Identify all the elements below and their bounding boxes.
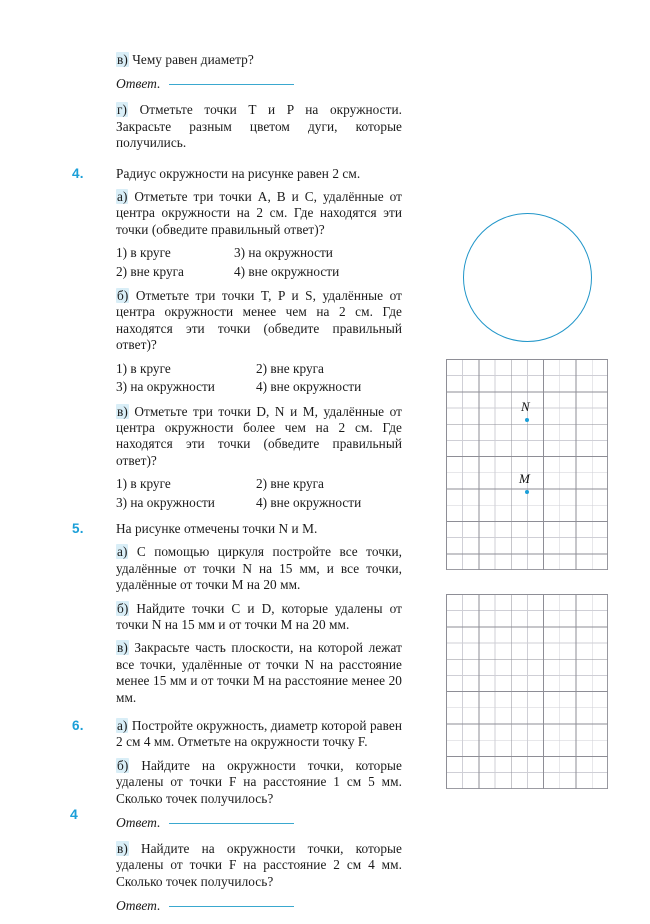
intro-item-v (116, 52, 402, 68)
task-body (116, 718, 402, 914)
task-lead: Радиус окружности на рисунке равен 2 см. (116, 165, 361, 181)
item-text: Отметьте три точки T, P и S, удалённые от центра окружности менее чем на 2 см. Где находятся эти точки (обведите правильный ответ)? (116, 288, 402, 353)
circle-outline (463, 213, 592, 342)
task4-options-v (116, 476, 402, 511)
item-marker: б) (117, 600, 129, 616)
item-text: Найдите на окружности точки, которые удалены от точки F на расстояние 1 см 5 мм. Сколько точек получилось? (116, 757, 402, 806)
item-marker: а) (117, 544, 128, 560)
task6-part-v (116, 841, 402, 890)
task-5 (72, 521, 402, 706)
task-number: 5. (72, 520, 84, 536)
figure-circle (463, 213, 592, 342)
option[interactable]: 2) вне круга (256, 476, 324, 492)
item-marker: а) (117, 718, 128, 733)
item-text: Отметьте три точки D, N и M, удалённые от центра окружности более чем на 2 см. Где находятся эти точки (обведите правильный ответ)? (116, 403, 403, 468)
task4-options-a (116, 245, 402, 280)
answer-write-line[interactable] (169, 823, 294, 824)
answer-write-line[interactable] (169, 84, 294, 85)
item-marker: в) (117, 403, 128, 419)
task6-part-b (116, 758, 402, 807)
item-text: Чему равен диаметр? (132, 52, 254, 67)
point-N-dot (525, 418, 529, 422)
task4-options-b (116, 361, 402, 396)
item-text: Найдите на окружности точки, которые удалены от точки F на расстояние 2 см 4 мм. Сколько точек получилось? (116, 841, 402, 889)
item-marker: в) (117, 841, 128, 857)
task-body (116, 521, 402, 706)
option[interactable]: 3) на окружности (116, 379, 215, 395)
option[interactable]: 4) вне окружности (256, 494, 362, 510)
task-4 (72, 166, 402, 511)
item-text: С помощью циркуля постройте все точки, удалённые от точки N на 15 мм, и все точки, удалённые от точки M на 20 мм. (116, 544, 402, 593)
answer-write-line[interactable] (169, 906, 294, 907)
task4-part-b (116, 288, 402, 354)
option[interactable]: 3) на окружности (234, 245, 333, 261)
item-text: Постройте окружность, диаметр которой равен 2 см 4 мм. Отметьте на окружности точку F. (116, 718, 402, 750)
answer-label: Ответ. (116, 76, 161, 92)
answer-row-6v (116, 898, 402, 914)
answer-row-6b (116, 815, 402, 831)
item-marker: б) (117, 288, 129, 304)
option[interactable]: 1) в круге (116, 476, 171, 492)
task6-part-a (116, 718, 402, 751)
option[interactable]: 1) в круге (116, 245, 171, 261)
item-text: Отметьте три точки A, B и C, удалённые от центра окружности на 2 см. Где находятся эти точки (обведите правильный ответ)? (116, 189, 402, 237)
task-lead: На рисунке отмечены точки N и M. (116, 520, 318, 536)
figure-graph-paper-blank (446, 594, 608, 789)
option[interactable]: 3) на окружности (116, 494, 215, 510)
figure-graph-paper-nm (446, 359, 608, 570)
point-M-dot (525, 490, 529, 494)
answer-label: Ответ. (116, 815, 161, 831)
text-column (72, 52, 402, 924)
task-number: 6. (72, 718, 84, 733)
task5-part-a (116, 544, 402, 593)
point-N-label: N (521, 399, 530, 414)
item-text: Закрасьте часть плоскости, на которой лежат все точки, удалённые от точки N на расстояние менее 15 мм и от точки M на расстояние менее 20 мм. (116, 640, 402, 705)
option[interactable]: 2) вне круга (256, 360, 324, 376)
task5-part-v (116, 640, 402, 706)
option[interactable]: 4) вне окружности (234, 263, 340, 279)
page-number: 4 (70, 806, 78, 822)
task-body (116, 166, 402, 511)
intro-item-g (116, 102, 402, 151)
task4-part-a (116, 189, 402, 238)
option[interactable]: 4) вне окружности (256, 379, 362, 395)
answer-label: Ответ. (116, 898, 161, 914)
task4-part-v (116, 404, 402, 470)
task-6 (72, 718, 402, 914)
item-text: Найдите точки C и D, которые удалены от точки N на 15 мм и от точки M на 20 мм. (116, 600, 403, 632)
option[interactable]: 1) в круге (116, 360, 171, 376)
item-marker: г) (117, 102, 127, 118)
task5-part-b (116, 601, 402, 634)
item-marker: а) (117, 189, 128, 205)
option[interactable]: 2) вне круга (116, 263, 184, 279)
task-number: 4. (72, 165, 84, 181)
point-M-label: M (519, 471, 530, 486)
answer-row-intro (116, 76, 402, 92)
item-marker: б) (117, 757, 129, 773)
item-text: Отметьте точки T и P на окружности. Закрасьте разным цветом дуги, которые получились. (116, 102, 402, 151)
item-marker: в) (117, 52, 128, 67)
intro-block (116, 52, 402, 152)
item-marker: в) (117, 640, 128, 656)
